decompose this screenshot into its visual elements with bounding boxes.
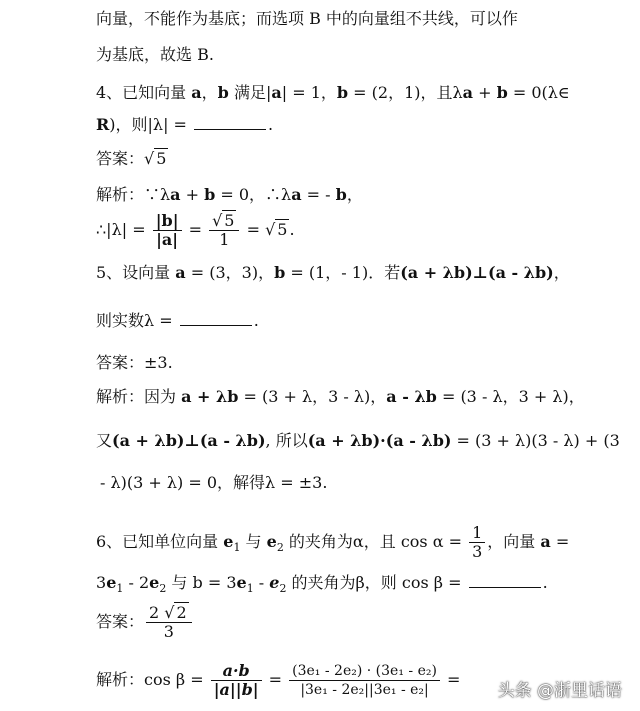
analysis-text: , 所以 (265, 431, 308, 450)
q6-text: 的夹角为β，则 cos β = (286, 573, 467, 592)
fraction (153, 212, 182, 249)
question-4-cont (96, 114, 273, 136)
fraction (289, 662, 440, 699)
analysis-label: 解析：cos β = (96, 670, 209, 689)
vector-a: a (462, 83, 474, 102)
analysis-4 (96, 184, 363, 206)
analysis-6 (96, 662, 460, 699)
fraction-numerator: (3e₁ - 2e₂) · (3e₁ - e₂) (289, 662, 440, 681)
question-5 (96, 262, 570, 284)
q4-text: = (2，1)，且λ (348, 83, 463, 102)
text-line-1: 向量，不能作为基底；而选项 B 中的向量组不共线，可以作 (96, 9, 518, 28)
vector-a: a (175, 263, 186, 282)
subscript: 1 (116, 582, 124, 596)
analysis-text: 又 (96, 431, 113, 450)
sqrt-radicand: 5 (224, 211, 235, 230)
analysis-4-formula (96, 212, 295, 249)
expression: (a + λb)⊥(a - λb) (112, 431, 266, 450)
fraction (211, 662, 262, 699)
analysis-text: = - (301, 185, 336, 204)
fraction (469, 524, 485, 561)
subscript: 2 (276, 541, 284, 555)
q6-text: ，向量 (487, 532, 541, 551)
vector-a: a (291, 185, 302, 204)
q6-text: - 2 (123, 573, 150, 592)
fraction-numerator: √ 5 (209, 212, 239, 231)
answer-label: 答案： (96, 149, 145, 168)
vector-b: b (496, 83, 508, 102)
fraction (209, 212, 239, 249)
analysis-text: = (3 + λ)(3 - λ) + (3 (451, 431, 620, 450)
expression: a + λb (181, 387, 239, 406)
q6-text: = (550, 532, 570, 551)
vector-e2: e (149, 573, 160, 592)
subscript: 1 (233, 541, 241, 555)
q4-text: 满足| (228, 83, 272, 102)
fraction-numerator: 1 (469, 524, 485, 543)
question-5-cont (96, 310, 259, 332)
vector-e1: e (236, 573, 247, 592)
q4-text: = 0(λ∈ (507, 83, 570, 102)
analysis-5-cont (96, 430, 620, 452)
fraction-denominator: 1 (219, 230, 230, 249)
analysis-5 (96, 386, 585, 408)
q6-text: - (253, 573, 270, 592)
q5-text: = (1，- 1)．若 (285, 263, 401, 282)
q5-text: 则实数λ = (96, 311, 178, 330)
q5-text: = (3，3)， (185, 263, 275, 282)
equals: = (241, 220, 266, 239)
q6-number: 6、已知单位向量 (96, 532, 224, 551)
fraction-numerator: 2 √ 2 (146, 604, 192, 623)
subscript: 2 (279, 582, 287, 596)
question-6-cont (96, 572, 548, 600)
fraction-numerator: |b| (153, 212, 182, 231)
equals: = (263, 670, 288, 689)
analysis-text: + (180, 185, 205, 204)
watermark: 头条 @浙里话语 (497, 681, 622, 701)
vector-e2: e (269, 573, 280, 592)
vector-a: a (271, 83, 282, 102)
fraction-denominator: |a| (156, 230, 179, 249)
q6-text: 的夹角为α，且 cos α = (283, 532, 468, 551)
answer-blank (469, 573, 541, 588)
analysis-label: 解析：∵λ (96, 185, 171, 204)
q5-text: ， (553, 263, 570, 282)
q5-expression: (a + λb)⊥(a - λb) (400, 263, 554, 282)
q6-text: . (542, 573, 548, 592)
vector-a: a (170, 185, 181, 204)
q6-text: 3 (96, 573, 107, 592)
analysis-5-end: - λ)(3 + λ) = 0，解得λ = ±3. (100, 473, 328, 492)
separator: ， (201, 83, 218, 102)
vector-b: b (336, 83, 349, 102)
q4-text: + (473, 83, 497, 102)
subscript: 1 (246, 582, 254, 596)
answer-blank (180, 311, 252, 326)
answer-6 (96, 604, 194, 641)
expression: a - λb (386, 387, 437, 406)
vector-b: b (274, 263, 286, 282)
coefficient: 2 (149, 603, 160, 622)
q4-text: . (268, 115, 274, 134)
vector-a: a (540, 532, 551, 551)
set-R: R (96, 115, 110, 134)
question-4 (96, 82, 570, 104)
answer-4 (96, 148, 168, 170)
vector-b: b (217, 83, 229, 102)
fraction (146, 604, 192, 641)
q4-text: | = 1， (281, 83, 337, 102)
subscript: 2 (159, 582, 167, 596)
fraction-denominator: |3e₁ - 2e₂||3e₁ - e₂| (300, 682, 429, 698)
q4-number: 4、已知向量 (96, 83, 192, 102)
analysis-text: ∴|λ| = (96, 220, 151, 239)
text-line-2: 为基底，故选 B. (96, 45, 214, 64)
answer-label: 答案： (96, 612, 145, 631)
fraction-numerator: a·b (211, 662, 262, 681)
q4-text: )，则|λ| = (109, 115, 193, 134)
vector-b: b (335, 185, 347, 204)
equals: = (183, 220, 208, 239)
question-6 (96, 524, 569, 561)
vector-e2: e (266, 532, 277, 551)
fraction-denominator: 3 (472, 542, 483, 561)
sqrt-radicand: 2 (176, 603, 187, 622)
analysis-text: = (3 + λ，3 - λ)， (238, 387, 387, 406)
analysis-text: = 0，∴λ (215, 185, 292, 204)
vector-e1: e (223, 532, 234, 551)
q6-text: 与 (240, 532, 267, 551)
q5-number: 5、设向量 (96, 263, 176, 282)
analysis-text: . (289, 220, 295, 239)
sqrt-radicand: 5 (277, 220, 288, 239)
sqrt-radicand: 5 (156, 149, 167, 168)
fraction-denominator: 3 (163, 622, 174, 641)
analysis-text: = (3 - λ，3 + λ)， (436, 387, 585, 406)
sqrt-symbol: √ 5 (144, 149, 167, 168)
fraction-denominator: |a||b| (213, 680, 259, 699)
equals: = (441, 670, 461, 689)
q5-text: . (253, 311, 259, 330)
q6-text: 与 b = 3 (166, 573, 237, 592)
answer-5: 答案：±3. (96, 353, 173, 372)
analysis-label: 解析：因为 (96, 387, 182, 406)
vector-e1: e (106, 573, 117, 592)
vector-a: a (191, 83, 202, 102)
vector-b: b (204, 185, 216, 204)
answer-blank (194, 115, 266, 130)
expression: (a + λb)·(a - λb) (307, 431, 452, 450)
analysis-text: ， (346, 185, 363, 204)
sqrt-symbol: √ 5 (265, 220, 288, 239)
